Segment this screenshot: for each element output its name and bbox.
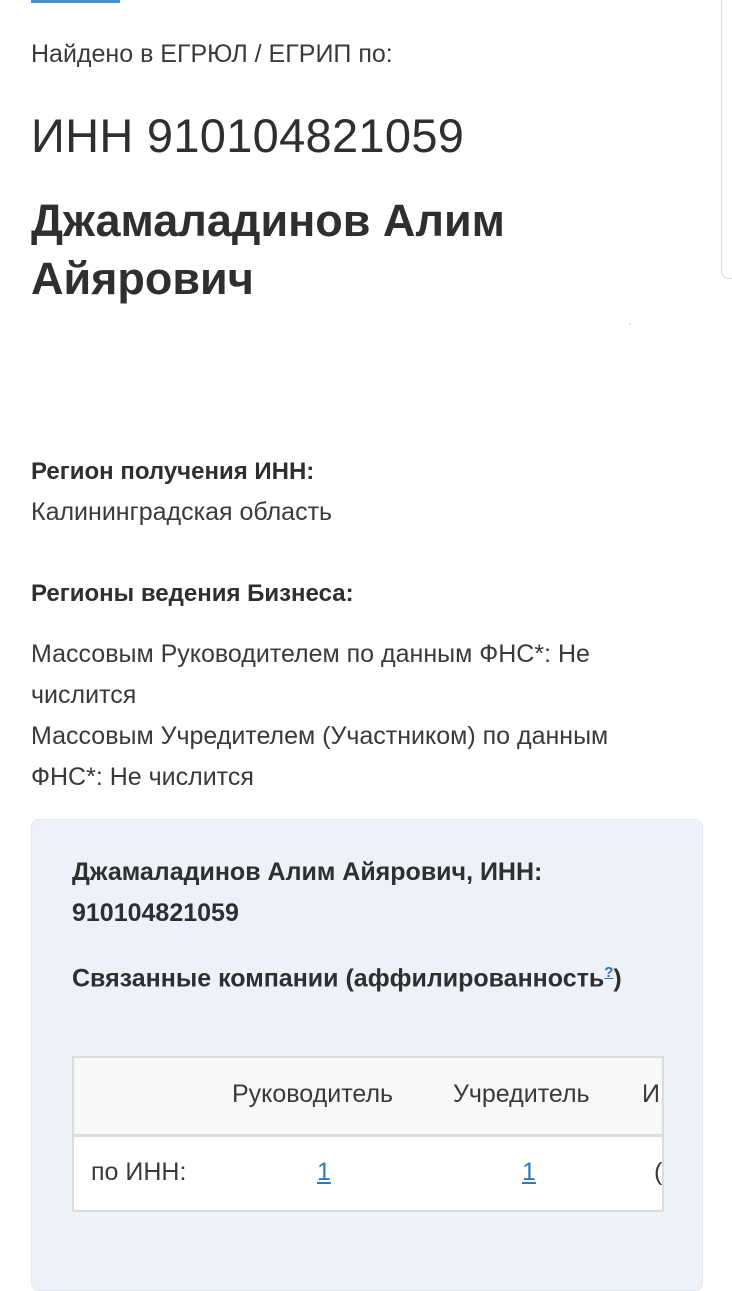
mass-director-status: Массовым Руководителем по данным ФНС*: Не числится	[31, 640, 590, 709]
row-label-inn: по ИНН:	[91, 1158, 187, 1186]
other-count: (	[654, 1158, 663, 1186]
card-title: Джамаладинов Алим Айярович, ИНН: 910104821059	[72, 858, 543, 927]
inn-region-value: Калининградская область	[31, 498, 333, 526]
affiliation-card	[31, 819, 703, 1291]
col-header-director: Руководитель	[232, 1080, 394, 1108]
person-name: Джамаладинов Алим Айярович	[31, 195, 505, 304]
help-link[interactable]: ?	[604, 964, 614, 981]
col-header-founder: Учредитель	[453, 1080, 590, 1108]
table-header-row	[74, 1058, 662, 1137]
page-title: ИНН 910104821059	[31, 109, 465, 162]
related-companies-suffix: )	[613, 964, 622, 993]
director-count-link[interactable]: 1	[317, 1158, 331, 1186]
mass-founder-status: Массовым Учредителем (Участником) по данным ФНС*: Не числится	[31, 722, 609, 791]
top-tab-indicator	[31, 0, 120, 3]
inn-region-label: Регион получения ИНН:	[31, 458, 315, 485]
col-header-other: И	[642, 1080, 660, 1108]
found-in-label: Найдено в ЕГРЮЛ / ЕГРИП по:	[31, 40, 393, 68]
affiliation-table	[72, 1056, 664, 1212]
scrollbar[interactable]	[721, 0, 732, 279]
related-companies-heading	[72, 952, 632, 999]
decorative-dot	[629, 323, 631, 325]
founder-count-link[interactable]: 1	[522, 1158, 536, 1186]
related-companies-label: Связанные компании (аффилированность	[72, 964, 605, 993]
business-regions-label: Регионы ведения Бизнеса:	[31, 580, 354, 607]
